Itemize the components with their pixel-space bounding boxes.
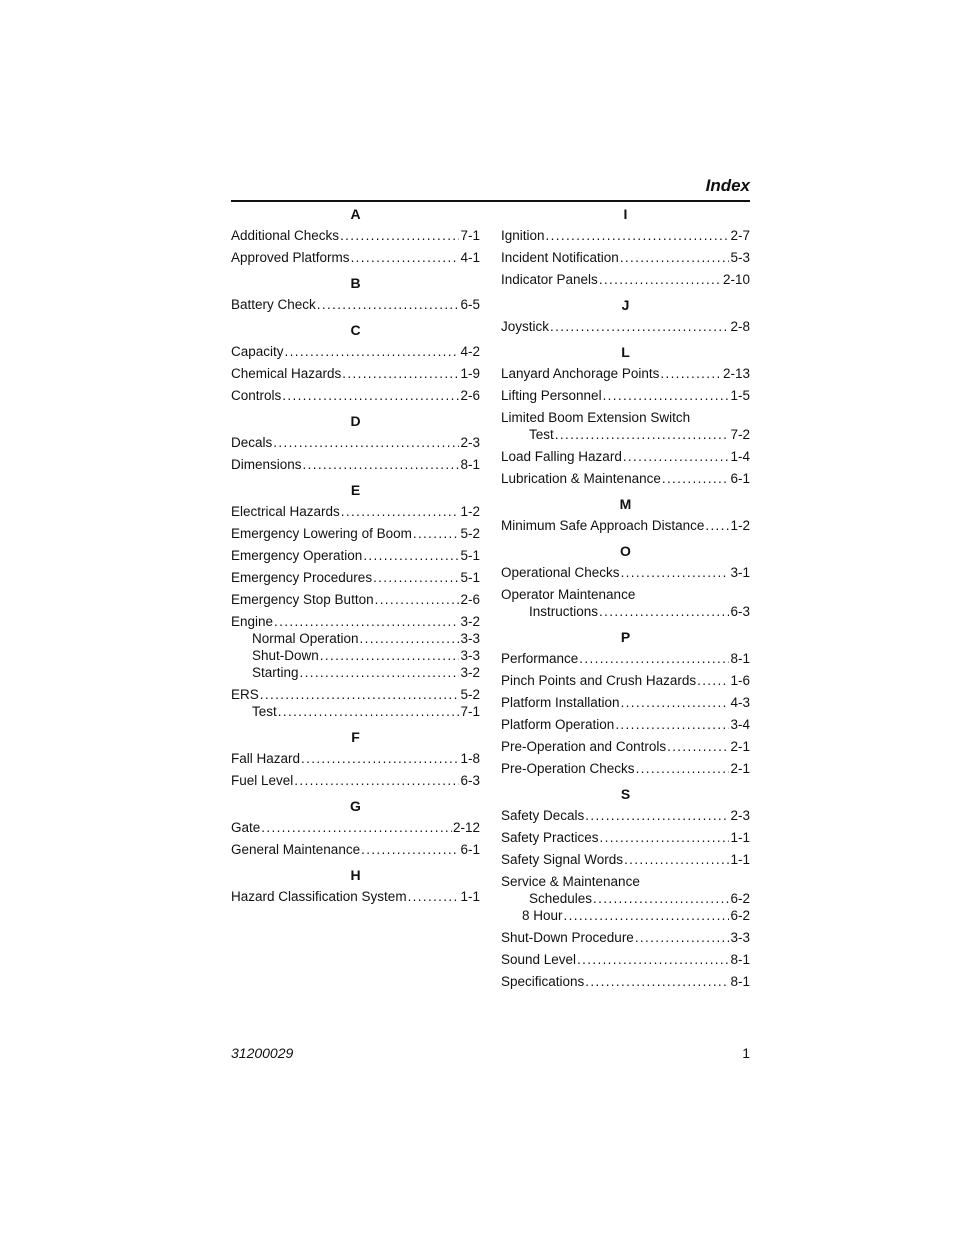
index-entry [231,343,480,360]
index-entry [501,760,750,777]
index-entry-line [501,603,750,620]
index-entry [501,318,750,335]
dot-leader [413,525,460,542]
index-entry [501,738,750,755]
index-entry [231,888,480,905]
index-entry [501,851,750,868]
index-entry-line [231,387,480,404]
index-entry [231,686,480,720]
index-entry-label: Lifting Personnel [501,388,602,403]
index-entry-label: Additional Checks [231,228,340,243]
index-page-ref: 5-2 [460,687,480,702]
index-entry-line [231,772,480,789]
dot-leader [300,664,460,681]
index-page-ref: 5-1 [460,570,480,585]
index-page-ref: 6-3 [460,773,480,788]
dot-leader [615,716,729,733]
index-page-ref: 3-3 [730,930,750,945]
index-page-ref: 3-2 [460,665,480,680]
index-entry [231,547,480,564]
index-entry-line [231,613,480,630]
index-entry-line [501,851,750,868]
index-page-ref: 1-4 [730,449,750,464]
page-title: Index [705,176,750,195]
dot-leader [555,426,730,443]
index-entry-line [501,650,750,667]
index-entry-label: Pre-Operation and Controls [501,739,667,754]
section-letter: G [350,798,361,814]
index-entry-label: Shut-Down [252,648,319,663]
index-entry [501,694,750,711]
index-entry-line [501,694,750,711]
dot-leader [360,630,460,647]
index-entry [501,365,750,382]
dot-leader [285,343,460,360]
index-entry-line [501,227,750,244]
dot-leader [261,819,452,836]
index-entry [231,750,480,767]
index-entry [231,249,480,266]
index-entry-label: Minimum Safe Approach Distance [501,518,705,533]
dot-leader [363,547,459,564]
index-entry [501,807,750,824]
index-entry-label: Safety Decals [501,808,585,823]
index-entry-label: Pinch Points and Crush Hazards [501,673,697,688]
index-page-ref: 2-12 [452,820,480,835]
index-entry-line [231,503,480,520]
index-entry-label: Schedules [529,891,593,906]
index-entry-label: Service & Maintenance [501,874,640,889]
index-entry-label: Test [529,427,554,442]
dot-leader [623,448,730,465]
section-letter: L [621,344,630,360]
index-entry-label: Lanyard Anchorage Points [501,366,660,381]
index-entry-line [501,716,750,733]
section-letter: O [620,543,631,559]
index-entry [501,387,750,404]
index-entry-line [231,296,480,313]
index-entry-line [501,470,750,487]
index-page-ref: 6-2 [730,908,750,923]
dot-leader [620,249,730,266]
section-letter: J [621,297,630,313]
index-entry-line [501,271,750,288]
index-column-right [501,202,750,995]
index-entry-line [231,434,480,451]
index-page-ref: 6-5 [460,297,480,312]
index-entry [231,365,480,382]
index-page-ref: 7-1 [460,704,480,719]
index-page-ref: 1-8 [460,751,480,766]
index-subentry [231,703,480,720]
index-page-ref: 4-3 [730,695,750,710]
dot-leader [603,387,730,404]
index-page-ref: 1-9 [460,366,480,381]
index-entry-label: Operator Maintenance [501,587,636,602]
index-entry [231,569,480,586]
index-page-ref: 7-1 [460,228,480,243]
index-entry-line [231,525,480,542]
index-entry-line [231,456,480,473]
page-number: 1 [742,1045,750,1061]
index-entry-label: Test [252,704,277,719]
dot-leader [294,772,459,789]
dot-leader [361,841,459,858]
index-entry [231,613,480,681]
dot-leader [317,296,460,313]
index-entry-line [501,387,750,404]
dot-leader [303,456,460,473]
section-letter: C [350,322,361,338]
dot-leader [662,470,730,487]
index-entry-line [501,807,750,824]
index-entry-label: Ignition [501,228,545,243]
dot-leader [274,613,459,630]
index-entry-label: Lubrication & Maintenance [501,471,661,486]
index-page-ref: 5-2 [460,526,480,541]
dot-leader [260,686,460,703]
dot-leader [342,365,459,382]
index-page-ref: 2-3 [460,435,480,450]
index-entry [231,591,480,608]
dot-leader [624,851,729,868]
index-entry-label: Safety Practices [501,830,599,845]
index-entry-line [231,343,480,360]
section-letter: M [619,496,632,512]
index-entry-label: Controls [231,388,282,403]
index-entry-line [501,564,750,581]
index-entry-label: Decals [231,435,273,450]
index-page-ref: 4-2 [460,344,480,359]
index-entry-line [501,829,750,846]
dot-leader [660,365,722,382]
index-entry-label: Incident Notification [501,250,619,265]
index-subentry [231,630,480,647]
index-entry-label: Operational Checks [501,565,620,580]
index-entry [501,929,750,946]
index-entry-label: Approved Platforms [231,250,350,265]
index-entry-label: Gate [231,820,261,835]
dot-leader [282,387,459,404]
index-entry [501,409,750,443]
dot-leader [320,647,460,664]
index-entry [231,227,480,244]
index-page-ref: 6-3 [730,604,750,619]
index-page-ref: 4-1 [460,250,480,265]
section-letter: E [350,482,361,498]
index-entry [501,716,750,733]
index-entry [231,503,480,520]
dot-leader [593,890,729,907]
index-page-ref: 2-10 [722,272,750,287]
index-page-ref: 3-1 [730,565,750,580]
index-entry-line [231,686,480,703]
index-entry-line [501,738,750,755]
index-entry-line [501,951,750,968]
dot-leader [577,951,729,968]
index-page-ref: 1-2 [460,504,480,519]
index-page-ref: 3-4 [730,717,750,732]
index-entry [501,227,750,244]
dot-leader [564,907,730,924]
index-entry-label: Platform Installation [501,695,620,710]
index-entry-label: Safety Signal Words [501,852,624,867]
index-entry [501,586,750,620]
dot-leader [697,672,729,689]
section-letter: I [623,206,628,222]
index-page-ref: 5-1 [460,548,480,563]
section-letter: D [350,413,361,429]
index-entry [501,672,750,689]
index-page-ref: 8-1 [730,651,750,666]
index-page-ref: 2-8 [730,319,750,334]
index-entry-label: Emergency Lowering of Boom [231,526,412,541]
index-page-ref: 5-3 [730,250,750,265]
index-entry-label: Shut-Down Procedure [501,930,634,945]
index-entry-line [231,591,480,608]
index-entry-label: Performance [501,651,579,666]
index-entry [231,525,480,542]
index-entry-label: General Maintenance [231,842,361,857]
index-entry-line [231,249,480,266]
index-entry-label: Fuel Level [231,773,294,788]
index-entry [501,470,750,487]
index-entry [231,387,480,404]
dot-leader [667,738,729,755]
index-page-ref: 7-2 [730,427,750,442]
dot-leader [599,271,722,288]
index-entry [501,271,750,288]
index-entry-line [501,929,750,946]
index-entry-line [231,547,480,564]
index-entry-line [501,365,750,382]
dot-leader [621,564,730,581]
index-entry-line [501,249,750,266]
index-entry [501,650,750,667]
index-entry [501,517,750,534]
dot-leader [599,603,729,620]
index-entry-label: Sound Level [501,952,577,967]
dot-leader [635,929,730,946]
dot-leader [579,650,729,667]
index-page-ref: 1-1 [460,889,480,904]
index-page-ref: 3-3 [460,648,480,663]
index-page-ref: 2-3 [730,808,750,823]
index-entry-line [231,819,480,836]
index-entry-label: Dimensions [231,457,302,472]
index-entry-label: Instructions [529,604,599,619]
index-entry [501,951,750,968]
dot-leader [273,434,459,451]
index-entry-line [501,760,750,777]
index-page-ref: 8-1 [730,974,750,989]
index-entry-line [231,750,480,767]
index-entry-line [231,227,480,244]
index-entry [501,973,750,990]
index-page-ref: 2-1 [730,739,750,754]
index-entry-line [231,569,480,586]
index-page-ref: 6-1 [730,471,750,486]
index-entry [501,829,750,846]
index-page-ref: 2-6 [460,388,480,403]
index-entry-label: Joystick [501,319,550,334]
dot-leader [546,227,730,244]
index-entry-label: Capacity [231,344,284,359]
index-page-ref: 2-7 [730,228,750,243]
index-subentry [231,647,480,664]
dot-leader [408,888,460,905]
section-letter: B [350,275,361,291]
index-entry-label: Platform Operation [501,717,615,732]
index-entry-label: Emergency Stop Button [231,592,374,607]
index-entry-line [231,888,480,905]
index-entry-label: Indicator Panels [501,272,598,287]
index-subentry [501,907,750,924]
index-page-ref: 8-1 [730,952,750,967]
index-entry [501,564,750,581]
index-page-ref: 6-2 [730,891,750,906]
index-page-ref: 1-1 [730,830,750,845]
index-entry [501,448,750,465]
index-page-ref: 1-2 [730,518,750,533]
index-page-ref: 1-5 [730,388,750,403]
dot-leader [600,829,730,846]
index-entry [231,772,480,789]
index-entry-line [501,426,750,443]
index-entry-label: Emergency Operation [231,548,363,563]
dot-leader [341,503,460,520]
dot-leader [621,694,730,711]
index-page-ref: 2-1 [730,761,750,776]
index-subentry [231,664,480,681]
index-entry-line [501,890,750,907]
index-entry [231,456,480,473]
section-letter: P [620,629,631,645]
document-number: 31200029 [231,1045,294,1061]
index-entry-label: Fall Hazard [231,751,301,766]
dot-leader [550,318,729,335]
index-entry-label: Battery Check [231,297,316,312]
index-entry-line [501,448,750,465]
dot-leader [351,249,460,266]
dot-leader [301,750,459,767]
dot-leader [373,569,459,586]
section-letter: A [350,206,361,222]
index-entry-label: Normal Operation [252,631,359,646]
dot-leader [636,760,730,777]
index-page-ref: 3-2 [460,614,480,629]
index-entry-label: ERS [231,687,259,702]
section-letter: F [351,729,360,745]
index-entry-label: Starting [252,665,299,680]
dot-leader [585,973,729,990]
index-entry-label: Chemical Hazards [231,366,342,381]
dot-leader [375,591,460,608]
index-entry [501,249,750,266]
index-entry [231,434,480,451]
dot-leader [340,227,459,244]
section-letter: H [350,867,361,883]
index-entry-label: Hazard Classification System [231,889,407,904]
dot-leader [585,807,729,824]
index-entry-line [501,973,750,990]
section-letter: S [620,786,631,802]
index-page-ref: 6-1 [460,842,480,857]
index-page-ref: 2-6 [460,592,480,607]
index-entry [231,819,480,836]
index-column-left [231,202,480,910]
index-page-ref: 1-1 [730,852,750,867]
index-entry-label: Specifications [501,974,585,989]
dot-leader [278,703,460,720]
index-entry-label: 8 Hour [522,908,563,923]
index-entry-line [231,841,480,858]
index-entry [231,841,480,858]
index-entry-label: Emergency Procedures [231,570,373,585]
index-entry-label: Engine [231,614,274,629]
index-page-ref: 1-6 [730,673,750,688]
dot-leader [705,517,729,534]
index-entry-label: Pre-Operation Checks [501,761,635,776]
index-entry-label: Load Falling Hazard [501,449,622,464]
index-entry [231,296,480,313]
index-entry-line [501,672,750,689]
index-entry-label: Electrical Hazards [231,504,340,519]
index-page-ref: 8-1 [460,457,480,472]
index-entry-line [501,517,750,534]
index-page-ref: 2-13 [722,366,750,381]
index-page-ref: 3-3 [460,631,480,646]
index-entry-line [501,318,750,335]
index-entry-label: Limited Boom Extension Switch [501,410,691,425]
index-entry-line [231,365,480,382]
index-entry [501,873,750,924]
